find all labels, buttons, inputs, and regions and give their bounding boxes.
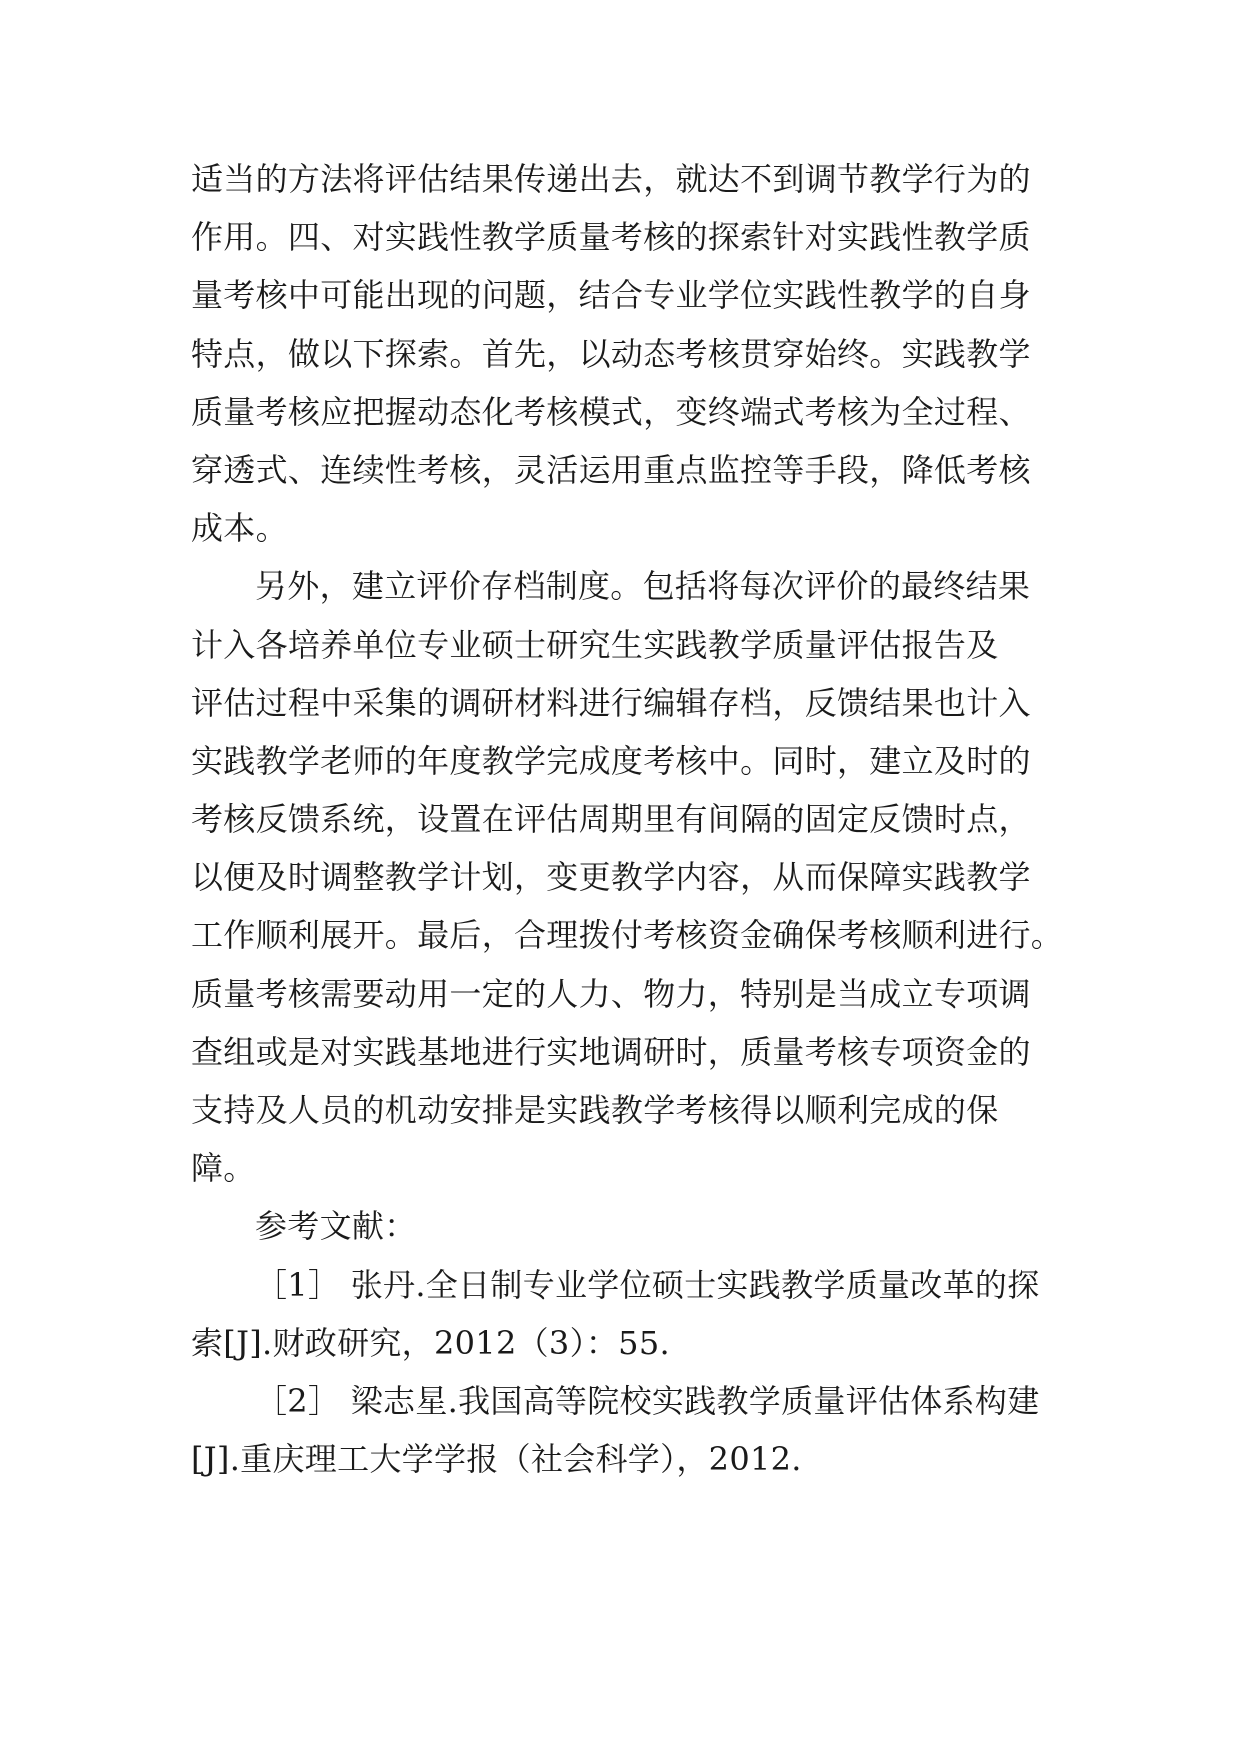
reference-item-2 [191,1372,1061,1488]
text-line: 计入各培养单位专业硕士研究生实践教学质量评估报告及 [191,625,999,664]
references-heading-text: 参考文献： [255,1207,417,1246]
text-line: 质量考核应把握动态化考核模式，变终端式考核为全过程、 [191,392,1031,431]
text-line: 量考核中可能出现的问题，结合专业学位实践性教学的自身 [191,276,1031,315]
text-line: 查组或是对实践基地进行实地调研时，质量考核专项资金的 [191,1032,1031,1071]
text-line-first-indented: 另外，建立评价存档制度。包括将每次评价的最终结果 [255,567,1031,606]
document-body [191,150,1064,1488]
paragraph-body-2 [191,557,1064,1197]
text-line: 作用。四、对实践性教学质量考核的探索针对实践性教学质 [191,218,1031,257]
text-line: 考核反馈系统，设置在评估周期里有间隔的固定反馈时点， [191,800,1031,839]
text-line: 成本。 [191,509,288,548]
text-line: 支持及人员的机动安排是实践教学考核得以顺利完成的保 [191,1091,999,1129]
text-line: 评估过程中采集的调研材料进行编辑存档，反馈结果也计入 [191,683,1031,722]
text-line: 实践教学老师的年度教学完成度考核中。同时，建立及时的 [191,741,1031,780]
references-heading [191,1197,1061,1255]
reference-line: [J].重庆理工大学学报（社会科学），2012. [191,1440,802,1479]
text-line: 质量考核需要动用一定的人力、物力，特别是当成立专项调 [191,974,1031,1013]
text-line: 工作顺利展开。最后，合理拨付考核资金确保考核顺利进行。 [191,916,1064,955]
text-line: 适当的方法将评估结果传递出去，就达不到调节教学行为的 [191,160,1031,198]
reference-item-1 [191,1256,1061,1372]
reference-line: ［1］ 张丹.全日制专业学位硕士实践教学质量改革的探 [255,1265,1040,1304]
text-line: 以便及时调整教学计划，变更教学内容，从而保障实践教学 [191,858,1031,897]
reference-line: ［2］ 梁志星.我国高等院校实践教学质量评估体系构建 [255,1381,1040,1420]
text-line: 特点，做以下探索。首先，以动态考核贯穿始终。实践教学 [191,334,1031,373]
text-line: 穿透式、连续性考核，灵活运用重点监控等手段，降低考核 [191,450,1031,489]
reference-line: 索[J].财政研究，2012（3）：55. [191,1323,670,1362]
paragraph-body-1 [191,150,1061,557]
text-line: 障。 [191,1149,256,1188]
